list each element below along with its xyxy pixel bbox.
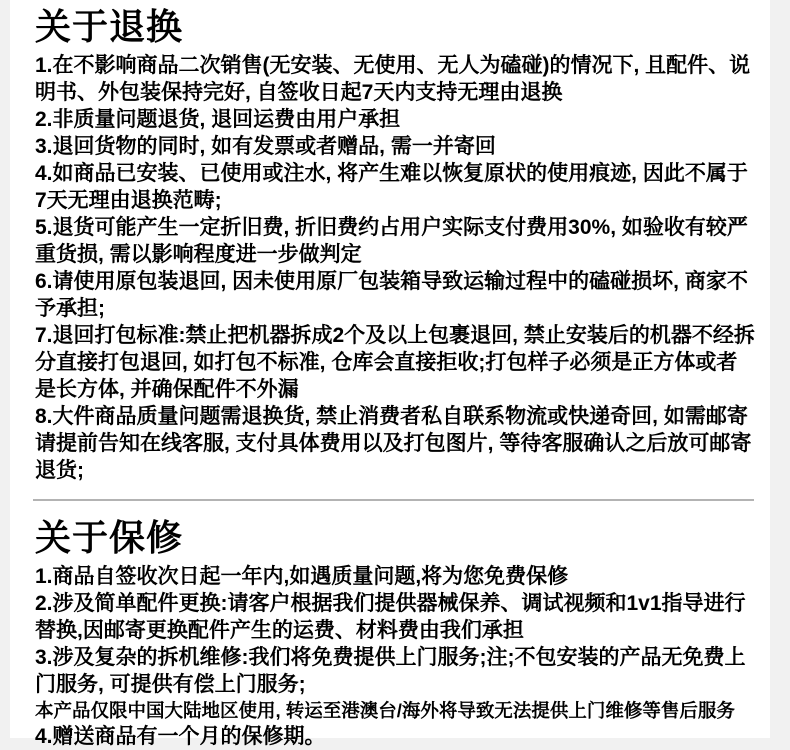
return-policy-item-7: 7.退回打包标准:禁止把机器拆成2个及以上包裹退回, 禁止安装后的机器不经拆分直接打包退回, 如打包不标准, 仓库会直接拒收;打包样子必须是正方体或者是长方体, 并确保配件不外漏 [35, 324, 755, 401]
section-divider [33, 499, 754, 501]
returns-section-title: 关于退换 [35, 6, 184, 47]
warranty-section [35, 517, 758, 750]
warranty-policy-item-1: 1.商品自签收次日起一年内,如遇质量问题,将为您免费保修 [35, 565, 569, 588]
warranty-policy-item-2: 2.涉及简单配件更换:请客户根据我们提供器械保养、调试视频和1v1指导进行替换,因邮寄更换配件产生的运费、材料费由我们承担 [35, 592, 746, 642]
return-policy-item-1: 1.在不影响商品二次销售(无安装、无使用、无人为磕碰)的情况下, 且配件、说明书、外包装保持完好, 自签收日起7天内支持无理由退换 [35, 54, 751, 104]
mainland-china-only-note: 本产品仅限中国大陆地区使用, 转运至港澳台/海外将导致无法提供上门维修等售后服务 [35, 700, 735, 721]
warranty-policy-item-3: 3.涉及复杂的拆机维修:我们将免费提供上门服务;注;不包安装的产品无免费上门服务, 可提供有偿上门服务; [35, 646, 746, 696]
return-policy-item-3: 3.退回货物的同时, 如有发票或者赠品, 需一并寄回 [35, 135, 496, 158]
warranty-policy-item-4: 4.赠送商品有一个月的保修期。 [35, 725, 326, 748]
return-policy-item-6: 6.请使用原包装退回, 因未使用原厂包装箱导致运输过程中的磕碰损坏, 商家不予承担; [35, 270, 748, 320]
return-policy-item-4: 4.如商品已安装、已使用或注水, 将产生难以恢复原状的使用痕迹, 因此不属于7天无理由退换范畴; [35, 162, 748, 212]
policy-page-card [10, 0, 770, 748]
return-policy-item-2: 2.非质量问题退货, 退回运费由用户承担 [35, 108, 401, 131]
return-policy-item-5: 5.退货可能产生一定折旧费, 折旧费约占用户实际支付费用30%, 如验收有较严重货损, 需以影响程度进一步做判定 [35, 216, 748, 266]
return-policy-item-8: 8.大件商品质量问题需退换货, 禁止消费者私自联系物流或快递奇回, 如需邮寄请提前告知在线客服, 支付具体费用以及打包图片, 等待客服确认之后放可邮寄退货; [35, 405, 752, 482]
returns-section [35, 6, 758, 484]
warranty-section-title: 关于保修 [35, 517, 184, 558]
